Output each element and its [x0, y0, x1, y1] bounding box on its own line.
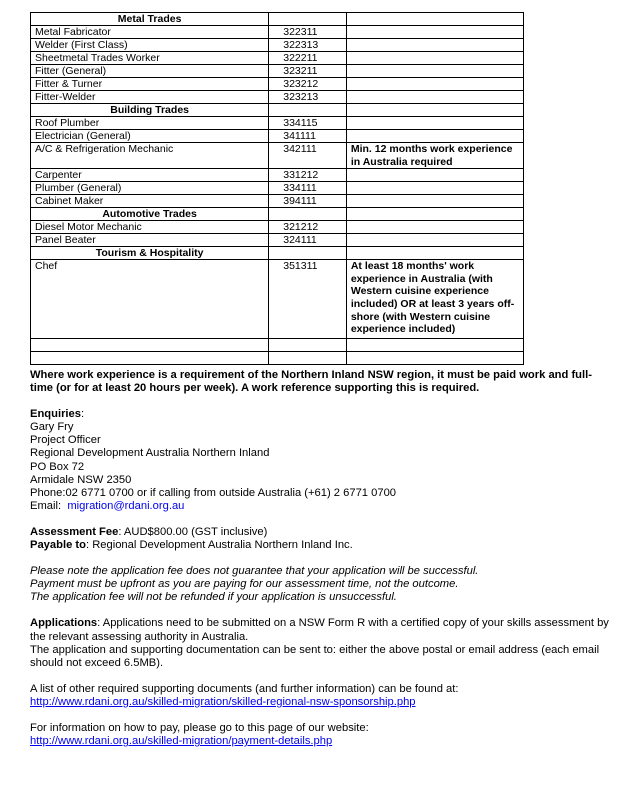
payment-link[interactable]: http://www.rdani.org.au/skilled-migration/payment-details.php [30, 735, 333, 748]
note-cell [346, 221, 523, 234]
table-row [31, 78, 524, 91]
occupation-cell: Fitter (General) [31, 65, 269, 78]
code-cell: 322211 [269, 52, 347, 65]
table-row [31, 39, 524, 52]
note-cell [346, 195, 523, 208]
contact-po-box: PO Box 72 [30, 460, 85, 473]
note-cell: Min. 12 months work experience in Australia required [346, 143, 523, 169]
note-cell [346, 117, 523, 130]
occupation-cell: Metal Fabricator [31, 26, 269, 39]
contact-phone: Phone:02 6771 0700 or if calling from outside Australia (+61) 2 6771 0700 [30, 486, 397, 499]
note-cell [346, 52, 523, 65]
occupation-cell: Diesel Motor Mechanic [31, 221, 269, 234]
note-cell [346, 65, 523, 78]
table-row [31, 91, 524, 104]
contact-city: Armidale NSW 2350 [30, 473, 132, 486]
note-cell [346, 169, 523, 182]
occupation-cell: Carpenter [31, 169, 269, 182]
contact-organisation: Regional Development Australia Northern Inland [30, 447, 270, 460]
occupation-table [30, 12, 524, 365]
table-row [31, 143, 524, 169]
applications-submission-text: The application and supporting documentation can be sent to: either the above postal or email address (each email should not exceed 6.5MB). [30, 643, 600, 669]
payable-to: Payable to: Regional Development Australia Northern Inland Inc. [30, 539, 353, 552]
table-row [31, 234, 524, 247]
code-cell: 334111 [269, 182, 347, 195]
work-experience-note: Where work experience is a requirement of the Northern Inland NSW region, it must be paid work and full-time (or for at least 20 hours per week). A work reference supporting this is required. [30, 369, 592, 395]
note-cell [346, 26, 523, 39]
empty-row [31, 338, 524, 351]
table-row [31, 65, 524, 78]
occupation-cell: Plumber (General) [31, 182, 269, 195]
occupation-cell: Fitter & Turner [31, 78, 269, 91]
contact-email-line: Email: migration@rdani.org.au [30, 499, 185, 512]
code-cell: 323213 [269, 91, 347, 104]
enquiries-heading: Enquiries: [30, 408, 85, 421]
disclaimer-line: Please note the application fee does not guarantee that your application will be successful. [30, 565, 479, 578]
code-cell: 322311 [269, 26, 347, 39]
contact-title: Project Officer [30, 434, 101, 447]
table-row [31, 26, 524, 39]
table-row [31, 169, 524, 182]
code-cell: 324111 [269, 234, 347, 247]
note-cell [346, 234, 523, 247]
applications-text: Applications: Applications need to be submitted on a NSW Form R with a certified copy of your skills assessment by the relevant assessing authority in Australia. [30, 617, 609, 643]
category-row [31, 13, 524, 26]
note-cell [346, 182, 523, 195]
contact-name: Gary Fry [30, 421, 74, 434]
occupation-cell: Electrician (General) [31, 130, 269, 143]
table-row [31, 195, 524, 208]
note-cell [346, 39, 523, 52]
occupation-cell: Fitter-Welder [31, 91, 269, 104]
note-cell: At least 18 months' work experience in Australia (with Western cuisine experience included) OR at least 3 years off-shore (with Western cuisine experience included) [346, 260, 523, 339]
occupation-cell: Panel Beater [31, 234, 269, 247]
code-cell: 331212 [269, 169, 347, 182]
occupation-cell: A/C & Refrigeration Mechanic [31, 143, 269, 169]
category-title: Metal Trades [31, 13, 269, 26]
assessment-fee: Assessment Fee: AUD$800.00 (GST inclusive) [30, 525, 268, 538]
category-title: Tourism & Hospitality [31, 247, 269, 260]
note-cell [346, 91, 523, 104]
category-row [31, 208, 524, 221]
code-cell: 323211 [269, 65, 347, 78]
code-cell: 334115 [269, 117, 347, 130]
table-row [31, 260, 524, 339]
documents-link[interactable]: http://www.rdani.org.au/skilled-migration/skilled-regional-nsw-sponsorship.php [30, 695, 416, 708]
table-row [31, 130, 524, 143]
table-row [31, 52, 524, 65]
payment-text: For information on how to pay, please go to this page of our website: [30, 721, 369, 734]
occupation-cell: Roof Plumber [31, 117, 269, 130]
table-row [31, 221, 524, 234]
document-body [30, 369, 610, 748]
email-link[interactable]: migration@rdani.org.au [67, 499, 185, 512]
note-cell [346, 78, 523, 91]
category-row [31, 104, 524, 117]
code-cell: 321212 [269, 221, 347, 234]
code-cell: 342111 [269, 143, 347, 169]
documents-text: A list of other required supporting documents (and further information) can be found at: [30, 682, 459, 695]
table-row [31, 182, 524, 195]
disclaimer-line: Payment must be upfront as you are paying for our assessment time, not the outcome. [30, 578, 459, 591]
occupation-cell: Sheetmetal Trades Worker [31, 52, 269, 65]
occupation-cell: Chef [31, 260, 269, 339]
category-row [31, 247, 524, 260]
code-cell: 341111 [269, 130, 347, 143]
code-cell: 394111 [269, 195, 347, 208]
category-title: Automotive Trades [31, 208, 269, 221]
occupation-cell: Welder (First Class) [31, 39, 269, 52]
disclaimer-line: The application fee will not be refunded if your application is unsuccessful. [30, 591, 397, 604]
code-cell: 323212 [269, 78, 347, 91]
note-cell [346, 130, 523, 143]
empty-row [31, 351, 524, 364]
code-cell: 322313 [269, 39, 347, 52]
code-cell: 351311 [269, 260, 347, 339]
occupation-cell: Cabinet Maker [31, 195, 269, 208]
table-row [31, 117, 524, 130]
category-title: Building Trades [31, 104, 269, 117]
